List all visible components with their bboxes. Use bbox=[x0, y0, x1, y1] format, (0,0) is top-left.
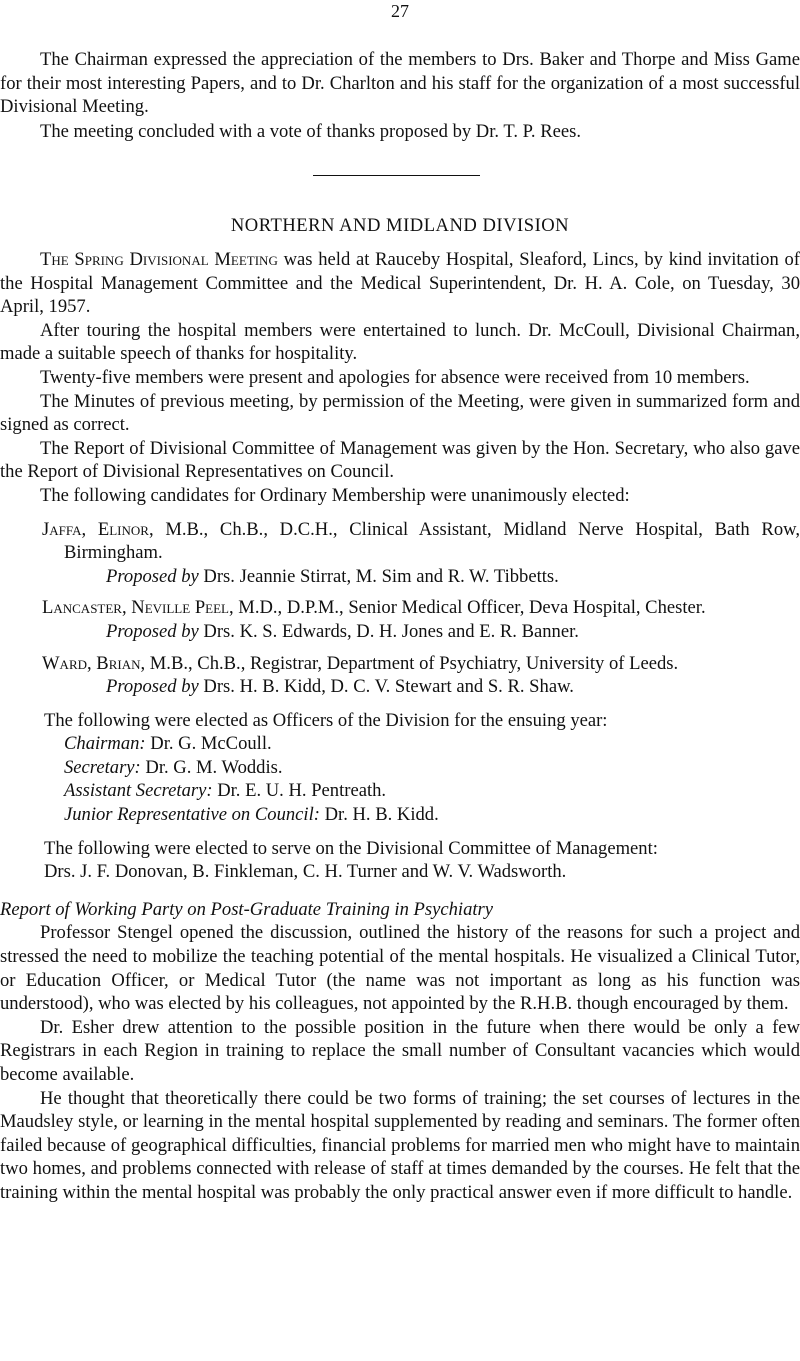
candidate-line bbox=[0, 518, 800, 565]
body-paragraph: After touring the hospital members were entertained to lunch. Dr. McCoull, Divisional Chairman, made a suitable speech of thanks for hospitality. bbox=[0, 319, 800, 365]
officers-list bbox=[0, 732, 800, 826]
meeting-lead: The Spring Divisional Meeting bbox=[40, 249, 278, 270]
officer-line bbox=[0, 756, 800, 780]
officer-name: Dr. H. B. Kidd. bbox=[319, 804, 439, 826]
candidate-proposers bbox=[0, 620, 800, 644]
candidate-name: Ward, Brian, bbox=[42, 652, 146, 674]
intro-paragraph-1: The Chairman expressed the appreciation of the members to Drs. Baker and Thorpe and Miss Game for their most interesting Papers, and to Dr. Charlton and his staff for the organization of a most successful Divisional Meeting. bbox=[0, 49, 800, 118]
officer-role: Junior Representative on Council: bbox=[64, 804, 320, 826]
intro-paragraph-2: The meeting concluded with a vote of thanks proposed by Dr. T. P. Rees. bbox=[40, 121, 582, 142]
candidate-entry bbox=[0, 652, 800, 699]
section-divider bbox=[313, 175, 480, 176]
officer-name: Dr. G. M. Woddis. bbox=[140, 756, 283, 778]
body-paragraph: The Minutes of previous meeting, by permission of the Meeting, were given in summarized form and signed as correct. bbox=[0, 390, 800, 436]
proposed-label: Proposed by bbox=[106, 676, 199, 698]
page-number: 27 bbox=[391, 1, 409, 21]
section-title: NORTHERN AND MIDLAND DIVISION bbox=[230, 215, 570, 236]
officer-line bbox=[0, 803, 800, 827]
candidate-name: Jaffa, Elinor, bbox=[42, 518, 154, 540]
candidate-name: Lancaster, Neville Peel, bbox=[42, 597, 234, 619]
officer-role: Chairman: bbox=[64, 733, 146, 755]
candidate-details: M.D., D.P.M., Senior Medical Officer, Deva Hospital, Chester. bbox=[233, 597, 706, 619]
candidates-intro: The following candidates for Ordinary Membership were unanimously elected: bbox=[40, 484, 630, 506]
section-body bbox=[0, 248, 800, 1205]
meeting-rest: was held at Rauceby Hospital, Sleaford, Lincs, by kind invitation of the Hospital Management Committee and the Medical Superintendent, Dr. H. A. Cole, on Tuesday, 30 April, 1957. bbox=[0, 249, 800, 318]
candidate-proposers bbox=[0, 565, 800, 589]
officer-role: Secretary: bbox=[64, 756, 141, 778]
body-paragraph: Twenty-five members were present and apologies for absence were received from 10 members. bbox=[40, 366, 750, 388]
candidate-details: M.B., Ch.B., D.C.H., Clinical Assistant, Midland Nerve Hospital, Bath Row, Birmingham. bbox=[64, 518, 800, 564]
report-paragraph: Professor Stengel opened the discussion, outlined the history of the reasons for such a project and stressed the need to mobilize the teaching potential of the mental hospitals. He visualized a Clinical Tutor, or Education Officer, or Medical Tutor (the name was not important as long as his function was understood), who was elected by his colleagues, not appointed by the R.H.B. though encouraged by them. bbox=[0, 922, 800, 1015]
committee-members: Drs. J. F. Donovan, B. Finkleman, C. H. Turner and W. V. Wadsworth. bbox=[44, 861, 567, 883]
proposer-names: Drs. Jeannie Stirrat, M. Sim and R. W. Tibbetts. bbox=[198, 565, 559, 587]
candidate-line bbox=[0, 596, 800, 620]
committee-intro: The following were elected to serve on the Divisional Committee of Management: bbox=[44, 837, 658, 859]
candidate-entry bbox=[0, 596, 800, 643]
officer-name: Dr. G. McCoull. bbox=[145, 733, 272, 755]
officer-line bbox=[0, 732, 800, 756]
report-heading bbox=[0, 898, 800, 922]
proposer-names: Drs. H. B. Kidd, D. C. V. Stewart and S. R. Shaw. bbox=[198, 676, 574, 698]
candidate-line bbox=[0, 652, 800, 676]
candidate-details: M.B., Ch.B., Registrar, Department of Psychiatry, University of Leeds. bbox=[145, 652, 679, 674]
proposed-label: Proposed by bbox=[106, 565, 199, 587]
candidate-entry bbox=[0, 518, 800, 589]
officers-intro: The following were elected as Officers of the Division for the ensuing year: bbox=[44, 709, 608, 731]
report-paragraph: Dr. Esher drew attention to the possible position in the future when there would be only a few Registrars in each Region in training to replace the small number of Consultant vacancies which would become available. bbox=[0, 1016, 800, 1085]
officer-role: Assistant Secretary: bbox=[64, 780, 213, 802]
officer-name: Dr. E. U. H. Pentreath. bbox=[212, 780, 387, 802]
proposer-names: Drs. K. S. Edwards, D. H. Jones and E. R. Banner. bbox=[198, 620, 579, 642]
officer-line bbox=[0, 779, 800, 803]
report-heading-text: Report of Working Party on Post-Graduate Training in Psychiatry bbox=[0, 898, 494, 920]
report-paragraph: He thought that theoretically there could be two forms of training; the set courses of lectures in the Maudsley style, or learning in the mental hospital supplemented by reading and seminars. The former often failed because of geographical difficulties, financial problems for married men who might have to maintain two homes, and problems connected with release of staff at times demanded by the courses. He felt that the training within the mental hospital was probably the only practical answer even if more difficult to handle. bbox=[0, 1087, 800, 1203]
candidate-proposers bbox=[0, 675, 800, 699]
meeting-paragraph bbox=[0, 248, 800, 319]
body-paragraph: The Report of Divisional Committee of Management was given by the Hon. Secretary, who also gave the Report of Divisional Representatives on Council. bbox=[0, 437, 800, 483]
proposed-label: Proposed by bbox=[106, 620, 199, 642]
